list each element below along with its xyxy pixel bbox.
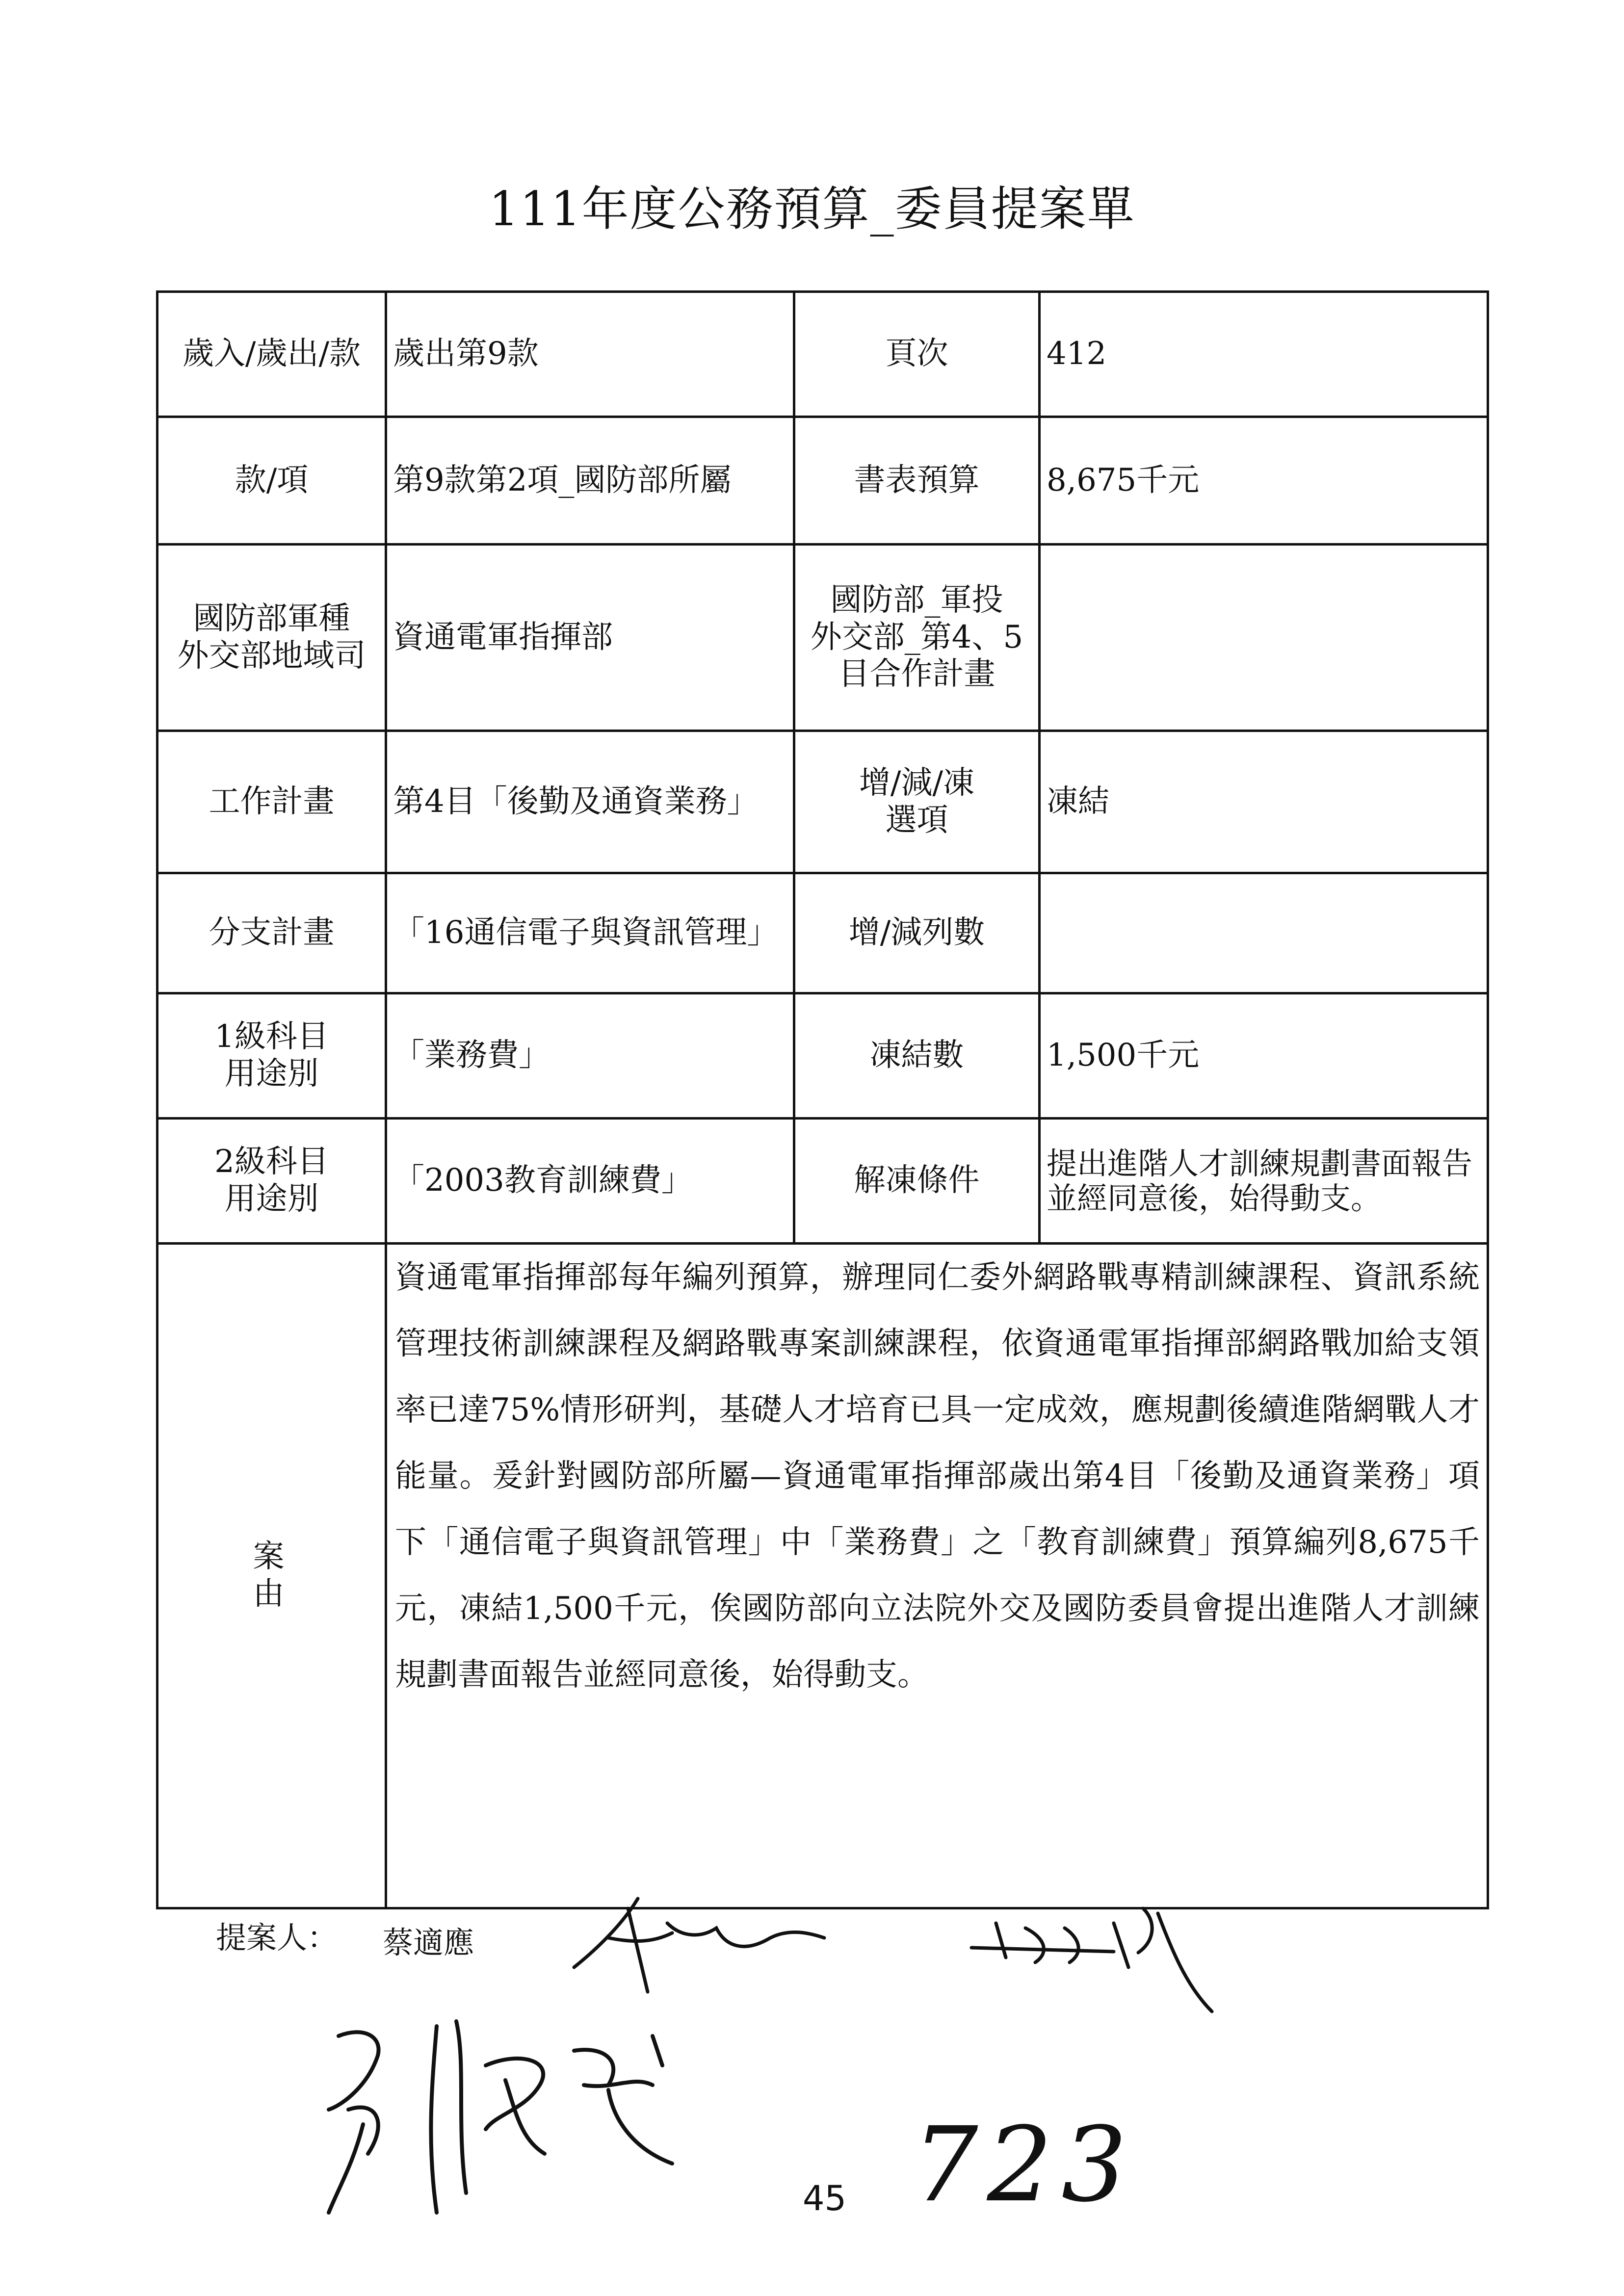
field-value: 第4目「後勤及通資業務」 (386, 731, 794, 873)
handwritten-signature (554, 1879, 829, 2007)
proposer-name: 蔡適應 (383, 1925, 474, 1960)
label-line: 國防部_軍投 (830, 582, 1003, 619)
reason-text: 資通電軍指揮部每年編列預算，辦理同仁委外網路戰專精訓練課程、資訊系統管理技術訓練課程及網路戰專案訓練課程，依資通電軍指揮部網路戰加給支領率已達75%情形研判，基礎人才培育已具一定成效，應規劃後續進階網戰人才能量。爰針對國防部所屬—資通電軍指揮部歲出第4目「後勤及通資業務」項下「通信電子與資訊管理」中「業務費」之「教育訓練費」預算編列8,675千元，凍結1,500千元，俟國防部向立法院外交及國防委員會提出進階人才訓練規劃書面報告並經同意後，始得動支。 (386, 1244, 1488, 1908)
field-label: 頁次 (794, 292, 1040, 417)
form-row (157, 545, 1488, 731)
field-value: 凍結 (1040, 731, 1488, 873)
form-row (157, 993, 1488, 1119)
field-label (794, 731, 1040, 873)
form-row (157, 731, 1488, 873)
form-row (157, 873, 1488, 993)
label-line: 用途別 (224, 1181, 319, 1217)
field-value: 歲出第9款 (386, 292, 794, 417)
label-line: 1級科目 (214, 1018, 329, 1055)
field-label (157, 1119, 386, 1244)
label-line: 選項 (885, 802, 948, 838)
field-value: 412 (1040, 292, 1488, 417)
field-label: 凍結數 (794, 993, 1040, 1119)
label-line: 外交部_第4、5 (810, 619, 1023, 655)
label-line: 2級科目 (214, 1144, 329, 1180)
field-label: 解凍條件 (794, 1119, 1040, 1244)
field-value (1040, 545, 1488, 731)
form-row (157, 1119, 1488, 1244)
handwritten-number: 723 (913, 2105, 1136, 2225)
page-number: 45 (803, 2178, 847, 2218)
handwritten-signature (967, 1894, 1241, 2021)
field-label (157, 993, 386, 1119)
handwritten-signature (309, 2007, 711, 2222)
label-line: 目合作計畫 (838, 656, 995, 693)
field-label: 分支計畫 (157, 873, 386, 993)
proposer-label: 提案人： (216, 1920, 338, 1956)
field-value: 「業務費」 (386, 993, 794, 1119)
field-value: 1,500千元 (1040, 993, 1488, 1119)
field-value (1040, 873, 1488, 993)
unfreeze-condition: 提出進階人才訓練規劃書面報告並經同意後，始得動支。 (1040, 1119, 1488, 1244)
label-line: 外交部地域司 (177, 637, 366, 674)
field-value: 第9款第2項_國防部所屬 (386, 417, 794, 545)
field-value: 「16通信電子與資訊管理」 (386, 873, 794, 993)
label-line: 增/減/凍 (859, 764, 975, 801)
form-row (157, 292, 1488, 417)
field-label: 款/項 (157, 417, 386, 545)
field-value: 「2003教育訓練費」 (386, 1119, 794, 1244)
form-row (157, 417, 1488, 545)
reason-row (157, 1244, 1488, 1908)
label-line: 國防部軍種 (193, 600, 350, 637)
label-line: 用途別 (224, 1056, 319, 1092)
proposal-form-table (156, 290, 1489, 1909)
field-value: 資通電軍指揮部 (386, 545, 794, 731)
field-label: 增/減列數 (794, 873, 1040, 993)
reason-label: 案由 (157, 1244, 386, 1908)
field-label: 書表預算 (794, 417, 1040, 545)
document-title: 111年度公務預算_委員提案單 (489, 182, 1135, 236)
field-label (794, 545, 1040, 731)
field-value: 8,675千元 (1040, 417, 1488, 545)
field-label (157, 545, 386, 731)
field-label: 工作計畫 (157, 731, 386, 873)
field-label: 歲入/歲出/款 (157, 292, 386, 417)
